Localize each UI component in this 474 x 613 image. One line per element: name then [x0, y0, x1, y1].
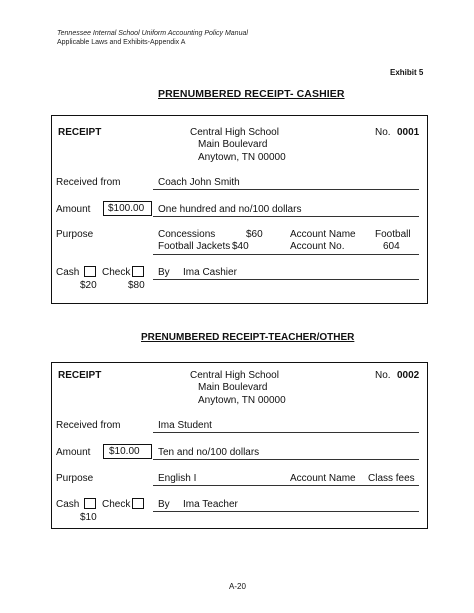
receipt-no-value: 0002: [397, 370, 420, 381]
exhibit-label: Exhibit 5: [390, 68, 424, 77]
by-label: By: [158, 267, 170, 278]
amount-words-line: [153, 459, 419, 460]
check-checkbox[interactable]: [132, 266, 144, 277]
amount-label: Amount: [56, 447, 91, 458]
school-name: Central High School: [190, 127, 279, 138]
receipt-cashier-title: PRENUMBERED RECEIPT- CASHIER: [158, 88, 345, 100]
school-street: Main Boulevard: [198, 382, 268, 393]
purpose-value: English I: [158, 473, 197, 484]
received-from-value: Coach John Smith: [158, 177, 240, 188]
school-city: Anytown, TN 00000: [198, 395, 286, 406]
by-value: Ima Cashier: [183, 267, 237, 278]
account-name-label: Account Name: [290, 473, 356, 484]
by-line: [153, 279, 419, 280]
school-name: Central High School: [190, 370, 279, 381]
school-street: Main Boulevard: [198, 139, 268, 150]
purpose-line: [153, 254, 419, 255]
received-from-value: Ima Student: [158, 420, 212, 431]
check-checkbox[interactable]: [132, 498, 144, 509]
amount-words: One hundred and no/100 dollars: [158, 204, 302, 215]
purpose-item-1: Concessions: [158, 229, 216, 240]
receipt-teacher-title: PRENUMBERED RECEIPT-TEACHER/OTHER: [141, 332, 355, 343]
amount-words: Ten and no/100 dollars: [158, 447, 260, 458]
receipt-label: RECEIPT: [58, 127, 102, 138]
check-label: Check: [102, 267, 131, 278]
cash-label: Cash: [56, 267, 80, 278]
purpose-amount-1: $60: [246, 229, 263, 240]
cash-label: Cash: [56, 499, 80, 510]
account-name-value: Football: [375, 229, 411, 240]
receipt-label: RECEIPT: [58, 370, 102, 381]
received-from-label: Received from: [56, 420, 121, 431]
account-name-label: Account Name: [290, 229, 356, 240]
manual-subtitle: Applicable Laws and Exhibits-Appendix A: [57, 39, 186, 46]
cash-checkbox[interactable]: [84, 266, 96, 277]
purpose-amount-2: $40: [232, 241, 249, 252]
receipt-no-label: No.: [375, 127, 391, 138]
check-label: Check: [102, 499, 131, 510]
received-from-line: [153, 432, 419, 433]
received-from-line: [153, 189, 419, 190]
cash-amount: $20: [80, 280, 97, 291]
cash-checkbox[interactable]: [84, 498, 96, 509]
receipt-no-label: No.: [375, 370, 391, 381]
account-name-value: Class fees: [368, 473, 415, 484]
purpose-label: Purpose: [56, 473, 94, 484]
receipt-no-value: 0001: [397, 127, 420, 138]
account-no-value: 604: [383, 241, 400, 252]
amount-value: $10.00: [109, 446, 140, 457]
by-line: [153, 511, 419, 512]
by-label: By: [158, 499, 170, 510]
school-city: Anytown, TN 00000: [198, 152, 286, 163]
received-from-label: Received from: [56, 177, 121, 188]
manual-title: Tennessee Internal School Uniform Accounting Policy Manual: [57, 30, 248, 37]
amount-label: Amount: [56, 204, 91, 215]
by-value: Ima Teacher: [183, 499, 238, 510]
page-number: A-20: [229, 582, 246, 591]
cash-amount: $10: [80, 512, 97, 523]
check-amount: $80: [128, 280, 145, 291]
purpose-line: [153, 485, 419, 486]
amount-value: $100.00: [108, 203, 145, 214]
account-no-label: Account No.: [290, 241, 345, 252]
purpose-item-2: Football Jackets: [158, 241, 231, 252]
amount-words-line: [153, 216, 419, 217]
purpose-label: Purpose: [56, 229, 94, 240]
